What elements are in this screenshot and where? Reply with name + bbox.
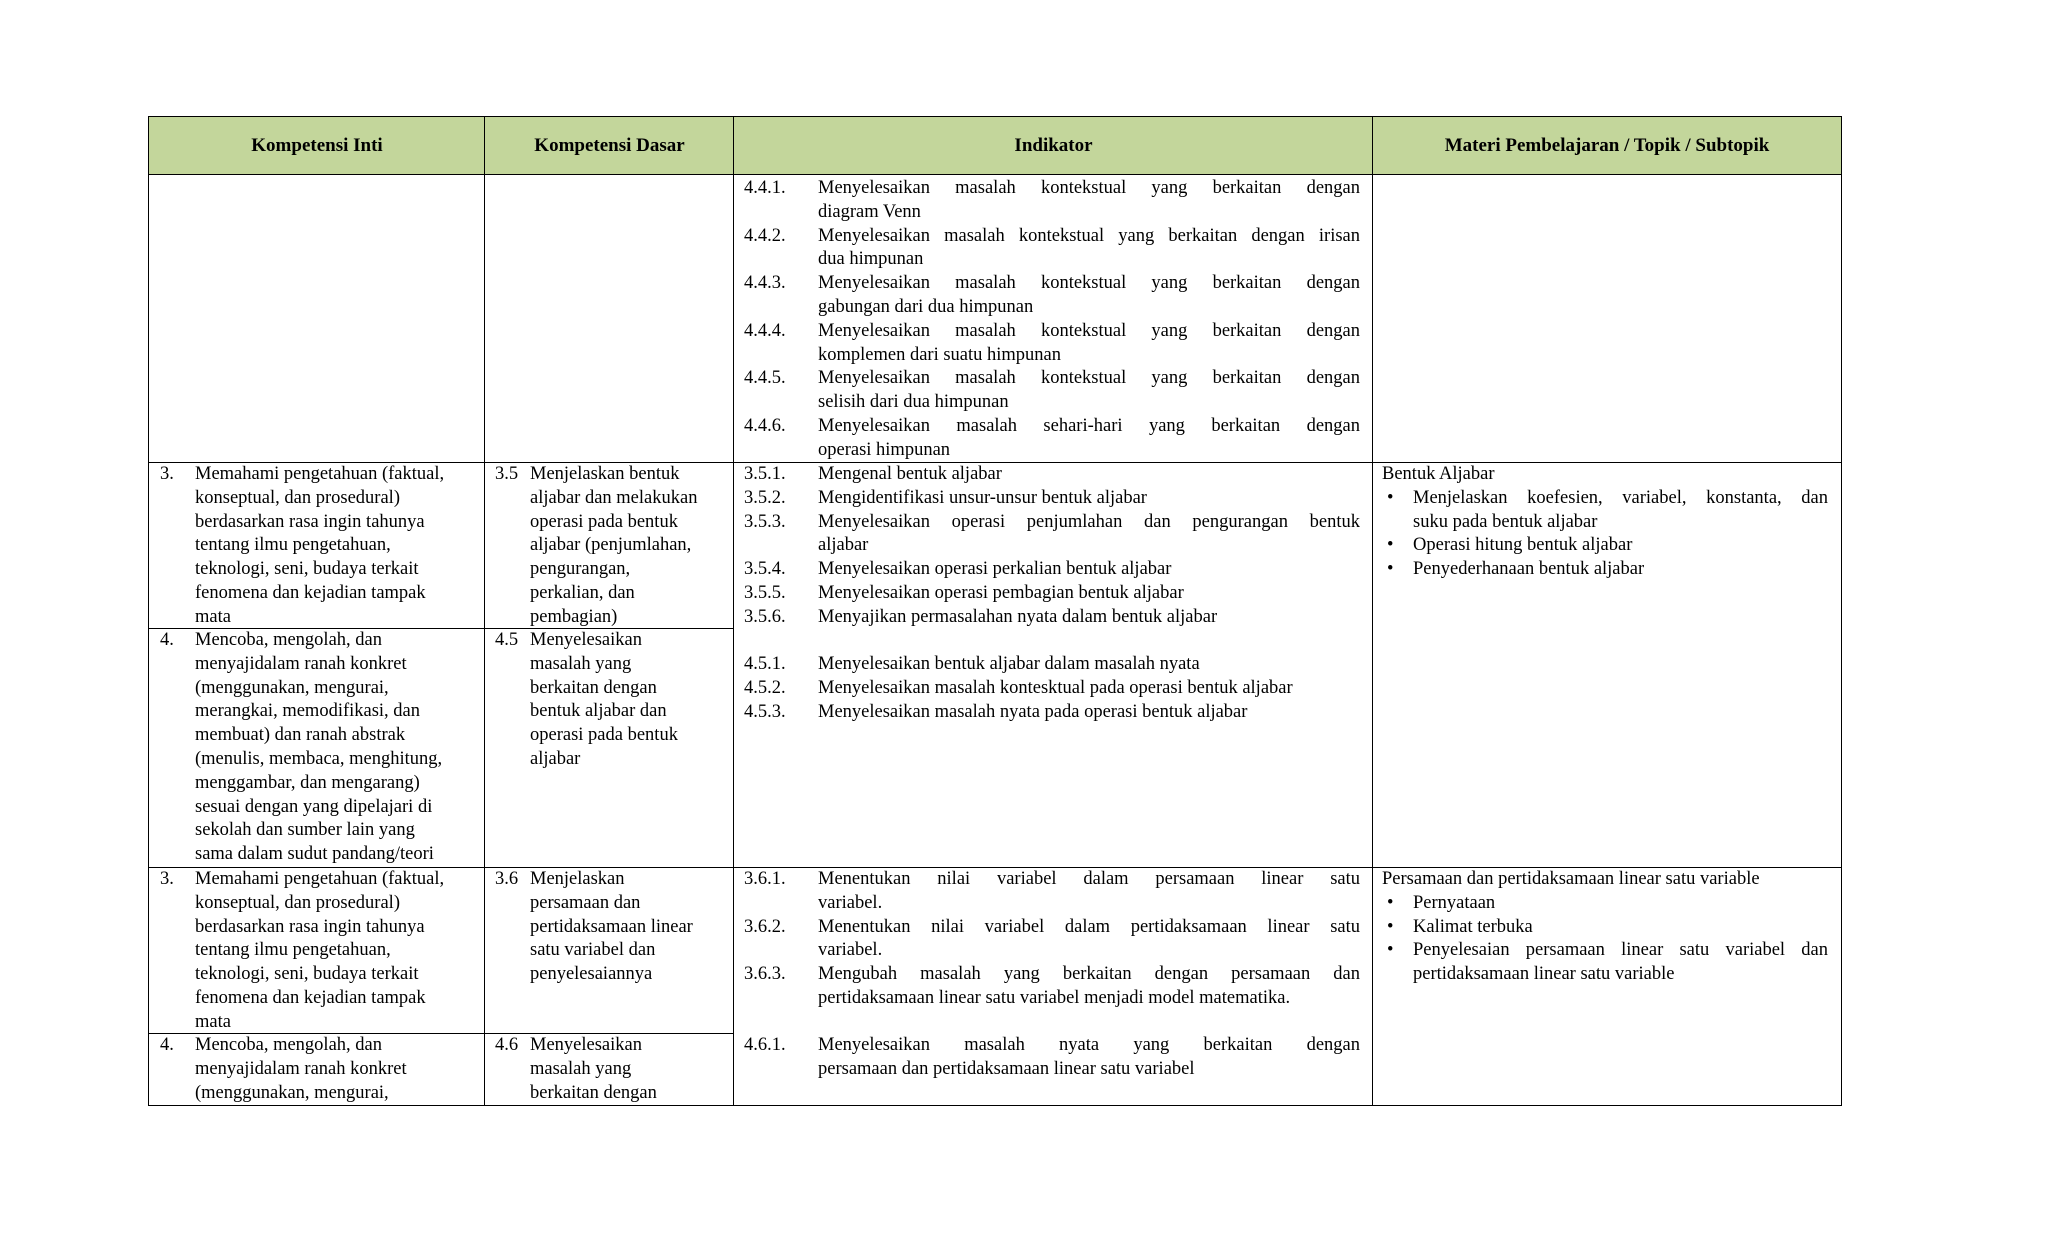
item-text-line: konseptual, dan prosedural) [195, 892, 400, 913]
bullet-text-line: Penyederhanaan bentuk aljabar [1413, 559, 1645, 580]
item-text [530, 868, 725, 987]
item-text-line: fenomena dan kejadian tampak [195, 582, 426, 603]
item-number: 4. [160, 630, 174, 650]
indikator-cell [744, 653, 1360, 724]
indikator-cell [744, 463, 1360, 630]
item-number: 3. [160, 464, 174, 484]
indikator-text [818, 511, 1360, 559]
bullet-text [1413, 939, 1828, 987]
indikator-text [818, 677, 1360, 701]
item-number: 4. [160, 1035, 174, 1055]
indikator-item [744, 653, 1360, 677]
indikator-number: 4.4.6. [744, 415, 786, 436]
indikator-item [744, 511, 1360, 559]
materi-title: Bentuk Aljabar [1382, 464, 1495, 484]
item-text-line: perkalian, dan [530, 582, 635, 603]
bullet-text [1413, 558, 1828, 582]
item-text-line: menyajidalam ranah konkret [195, 1058, 407, 1079]
item-text-line: tentang ilmu pengetahuan, [195, 940, 391, 961]
item-text-line: teknologi, seni, budaya terkait [195, 559, 419, 580]
item-text-line: persamaan dan [530, 892, 641, 913]
item-text-line: berdasarkan rasa ingin tahunya [195, 916, 425, 937]
indikator-text [818, 558, 1360, 582]
indikator-number: 3.6.1. [744, 869, 786, 889]
bullet-text-line: Operasi hitung bentuk aljabar [1413, 535, 1633, 556]
indikator-text [818, 701, 1360, 725]
item-text-line: operasi pada bentuk [530, 725, 678, 746]
indikator-number: 4.4.3. [744, 273, 786, 294]
kd-cell [485, 463, 725, 630]
item-text-line: merangkai, memodifikasi, dan [195, 701, 421, 722]
bullet-text-line: Kalimat terbuka [1413, 916, 1533, 937]
item-text-line: teknologi, seni, budaya terkait [195, 964, 419, 985]
indikator-number: 3.6.2. [744, 916, 786, 937]
indikator-text [818, 606, 1360, 630]
indikator-text-line: diagram Venn [818, 201, 921, 222]
header-materi: Materi Pembelajaran / Topik / Subtopik [1373, 117, 1841, 175]
indikator-text-line: Menyelesaikan masalah kontekstual yang berkaitan dengan [818, 273, 1360, 294]
bullet-text [1413, 487, 1828, 535]
header-kompetensi-inti: Kompetensi Inti [149, 117, 485, 175]
bullet-item [1382, 534, 1828, 558]
indikator-text-line: Menyelesaikan masalah nyata yang berkaitan dengan [818, 1035, 1360, 1055]
item-text-line: sama dalam sudut pandang/teori [195, 844, 434, 865]
bullet-item [1382, 916, 1828, 940]
indikator-text [818, 320, 1360, 368]
indikator-number: 3.5.6. [744, 606, 786, 627]
item-text-line: Memahami pengetahuan (faktual, [195, 869, 445, 889]
item-text-line: mata [195, 1011, 231, 1032]
item-text-line: Menjelaskan bentuk [530, 464, 680, 484]
item-number: 3.6 [495, 869, 519, 889]
indikator-text-line: gabungan dari dua himpunan [818, 296, 1034, 317]
indikator-text [818, 582, 1360, 606]
item-text [530, 463, 725, 630]
item-text-line: berkaitan dengan [530, 1082, 657, 1103]
indikator-text-line: Menentukan nilai variabel dalam pertidaksamaan linear satu [818, 916, 1360, 937]
indikator-text-line: Menentukan nilai variabel dalam persamaan linear satu [818, 869, 1360, 889]
materi-cell [1382, 868, 1828, 987]
indikator-text [818, 463, 1360, 487]
indikator-cell [744, 868, 1360, 1011]
indikator-text-line: selisih dari dua himpunan [818, 392, 1009, 413]
item-text-line: bentuk aljabar dan [530, 701, 667, 722]
ki-cell [149, 463, 478, 630]
indikator-text-line: Menyelesaikan operasi perkalian bentuk aljabar [818, 559, 1172, 580]
bullet-item [1382, 939, 1828, 987]
indikator-item [744, 868, 1360, 916]
indikator-item [744, 272, 1360, 320]
indikator-number: 3.5.5. [744, 582, 786, 603]
indikator-text-line: Menyelesaikan masalah kontekstual yang berkaitan dengan irisan [818, 225, 1360, 246]
ki-cell [149, 868, 478, 1035]
indikator-text-line: Menyelesaikan bentuk aljabar dalam masalah nyata [818, 654, 1200, 674]
indikator-text-line: persamaan dan pertidaksamaan linear satu variabel [818, 1058, 1195, 1079]
item-text-line: konseptual, dan prosedural) [195, 487, 400, 508]
indikator-item [744, 415, 1360, 463]
indikator-number: 4.4.5. [744, 368, 786, 389]
item-text-line: Menyelesaikan [530, 1035, 642, 1055]
indikator-item [744, 463, 1360, 487]
indikator-item [744, 1034, 1360, 1082]
indikator-text [818, 1034, 1360, 1082]
bullet-icon: • [1387, 916, 1394, 937]
column-divider [733, 117, 734, 1105]
indikator-number: 3.5.3. [744, 511, 786, 532]
indikator-text-line: aljabar [818, 535, 869, 556]
item-text-line: Mencoba, mengolah, dan [195, 1035, 382, 1055]
item-text-line: (menggunakan, mengurai, [195, 677, 389, 698]
indikator-number: 4.4.1. [744, 178, 786, 198]
bullet-text-line: pertidaksamaan linear satu variable [1413, 964, 1675, 985]
bullet-text [1413, 534, 1828, 558]
materi-list [1382, 892, 1828, 987]
item-number: 4.5 [495, 630, 519, 650]
item-text-line: aljabar (penjumlahan, [530, 535, 692, 556]
indikator-number: 3.5.2. [744, 487, 786, 508]
header-kompetensi-dasar: Kompetensi Dasar [485, 117, 734, 175]
bullet-text-line: Pernyataan [1413, 892, 1496, 913]
bullet-text-line: Penyelesaian persamaan linear satu variabel dan [1413, 940, 1828, 961]
indikator-number: 3.6.3. [744, 964, 786, 985]
indikator-text-line: Menyelesaikan masalah kontesktual pada operasi bentuk aljabar [818, 677, 1293, 698]
materi-list [1382, 487, 1828, 582]
indikator-item [744, 677, 1360, 701]
indikator-item [744, 582, 1360, 606]
item-text-line: masalah yang [530, 1058, 632, 1079]
indikator-item [744, 606, 1360, 630]
indikator-cell [744, 177, 1360, 463]
bullet-text [1413, 916, 1828, 940]
item-number: 4.6 [495, 1035, 519, 1055]
item-text-line: menggambar, dan mengarang) [195, 772, 420, 793]
indikator-text-line: dua himpunan [818, 249, 924, 270]
competency-table [148, 116, 1842, 1106]
indikator-cell [744, 1034, 1360, 1082]
indikator-text [818, 415, 1360, 463]
kd-cell [485, 1034, 725, 1105]
indikator-number: 3.5.1. [744, 464, 786, 484]
item-text-line: membuat) dan ranah abstrak [195, 725, 406, 746]
indikator-number: 4.5.2. [744, 677, 786, 698]
item-text [530, 1034, 725, 1105]
item-text [195, 629, 478, 867]
item-text-line: penyelesaiannya [530, 964, 653, 985]
indikator-number: 3.5.4. [744, 559, 786, 580]
ki-cell [149, 629, 478, 867]
indikator-number: 4.5.3. [744, 701, 786, 722]
indikator-text-line: Menyelesaikan masalah kontekstual yang berkaitan dengan [818, 320, 1360, 341]
item-text-line: mata [195, 606, 231, 627]
indikator-item [744, 558, 1360, 582]
item-text-line: Mencoba, mengolah, dan [195, 630, 382, 650]
bullet-item [1382, 558, 1828, 582]
item-text [195, 868, 478, 1035]
header-indikator: Indikator [734, 117, 1373, 175]
bullet-text [1413, 892, 1828, 916]
bullet-text-line: suku pada bentuk aljabar [1413, 511, 1598, 532]
bullet-text-line: Menjelaskan koefesien, variabel, konstanta, dan [1413, 487, 1828, 508]
indikator-item [744, 225, 1360, 273]
indikator-item [744, 916, 1360, 964]
bullet-icon: • [1387, 487, 1394, 508]
item-text-line: satu variabel dan [530, 940, 656, 961]
indikator-text-line: operasi himpunan [818, 439, 951, 460]
indikator-item [744, 963, 1360, 1011]
indikator-text [818, 487, 1360, 511]
indikator-item [744, 320, 1360, 368]
kd-cell [485, 629, 725, 772]
bullet-icon: • [1387, 535, 1394, 556]
indikator-text-line: variabel. [818, 892, 883, 913]
indikator-text-line: Menyelesaikan masalah sehari-hari yang berkaitan dengan [818, 415, 1360, 436]
item-text-line: berkaitan dengan [530, 677, 657, 698]
indikator-text-line: pertidaksamaan linear satu variabel menjadi model matematika. [818, 987, 1291, 1008]
item-text-line: fenomena dan kejadian tampak [195, 987, 426, 1008]
bullet-item [1382, 892, 1828, 916]
item-text-line: sekolah dan sumber lain yang [195, 820, 415, 841]
item-text [195, 463, 478, 630]
item-text-line: pengurangan, [530, 559, 631, 580]
bullet-icon: • [1387, 940, 1394, 961]
item-text-line: tentang ilmu pengetahuan, [195, 535, 391, 556]
indikator-text [818, 868, 1360, 916]
indikator-text-line: Mengubah masalah yang berkaitan dengan persamaan dan [818, 964, 1360, 985]
bullet-icon: • [1387, 559, 1394, 580]
item-number: 3. [160, 869, 174, 889]
indikator-item [744, 177, 1360, 225]
item-text-line: Memahami pengetahuan (faktual, [195, 464, 445, 484]
item-text-line: aljabar dan melakukan [530, 487, 698, 508]
item-text-line: operasi pada bentuk [530, 511, 678, 532]
column-divider [1372, 117, 1373, 1105]
item-text-line: pembagian) [530, 606, 618, 627]
indikator-number: 4.6.1. [744, 1035, 786, 1055]
materi-cell [1382, 463, 1828, 582]
item-text [530, 629, 725, 772]
item-text-line: pertidaksamaan linear [530, 916, 693, 937]
indikator-text-line: Menyelesaikan operasi penjumlahan dan pengurangan bentuk [818, 511, 1360, 532]
bullet-icon: • [1387, 892, 1394, 913]
item-text-line: Menyelesaikan [530, 630, 642, 650]
indikator-text-line: Menyelesaikan masalah kontekstual yang berkaitan dengan [818, 178, 1360, 198]
item-text-line: masalah yang [530, 653, 632, 674]
materi-title: Persamaan dan pertidaksamaan linear satu variable [1382, 869, 1760, 889]
indikator-text [818, 653, 1360, 677]
indikator-item [744, 487, 1360, 511]
indikator-number: 4.4.4. [744, 320, 786, 341]
item-text-line: aljabar [530, 748, 581, 769]
item-text-line: (menggunakan, mengurai, [195, 1082, 389, 1103]
indikator-text-line: Mengidentifikasi unsur-unsur bentuk aljabar [818, 487, 1147, 508]
item-text-line: Menjelaskan [530, 869, 625, 889]
indikator-text [818, 225, 1360, 273]
indikator-item [744, 367, 1360, 415]
item-number: 3.5 [495, 464, 519, 484]
indikator-number: 4.4.2. [744, 225, 786, 246]
kd-cell [485, 868, 725, 987]
indikator-text-line: Menyelesaikan operasi pembagian bentuk aljabar [818, 582, 1184, 603]
indikator-text [818, 916, 1360, 964]
item-text-line: (menulis, membaca, menghitung, [195, 748, 443, 769]
indikator-text-line: Menyajikan permasalahan nyata dalam bentuk aljabar [818, 606, 1218, 627]
indikator-text-line: Menyelesaikan masalah kontekstual yang berkaitan dengan [818, 368, 1360, 389]
indikator-text [818, 177, 1360, 225]
indikator-number: 4.5.1. [744, 654, 786, 674]
indikator-text-line: Menyelesaikan masalah nyata pada operasi bentuk aljabar [818, 701, 1248, 722]
indikator-item [744, 701, 1360, 725]
item-text-line: berdasarkan rasa ingin tahunya [195, 511, 425, 532]
indikator-text-line: variabel. [818, 940, 883, 961]
indikator-text [818, 963, 1360, 1011]
item-text-line: menyajidalam ranah konkret [195, 653, 407, 674]
item-text-line: sesuai dengan yang dipelajari di [195, 796, 433, 817]
indikator-text [818, 272, 1360, 320]
indikator-text-line: Mengenal bentuk aljabar [818, 464, 1002, 484]
indikator-text [818, 367, 1360, 415]
item-text [195, 1034, 478, 1105]
indikator-text-line: komplemen dari suatu himpunan [818, 344, 1062, 365]
bullet-item [1382, 487, 1828, 535]
ki-cell [149, 1034, 478, 1105]
